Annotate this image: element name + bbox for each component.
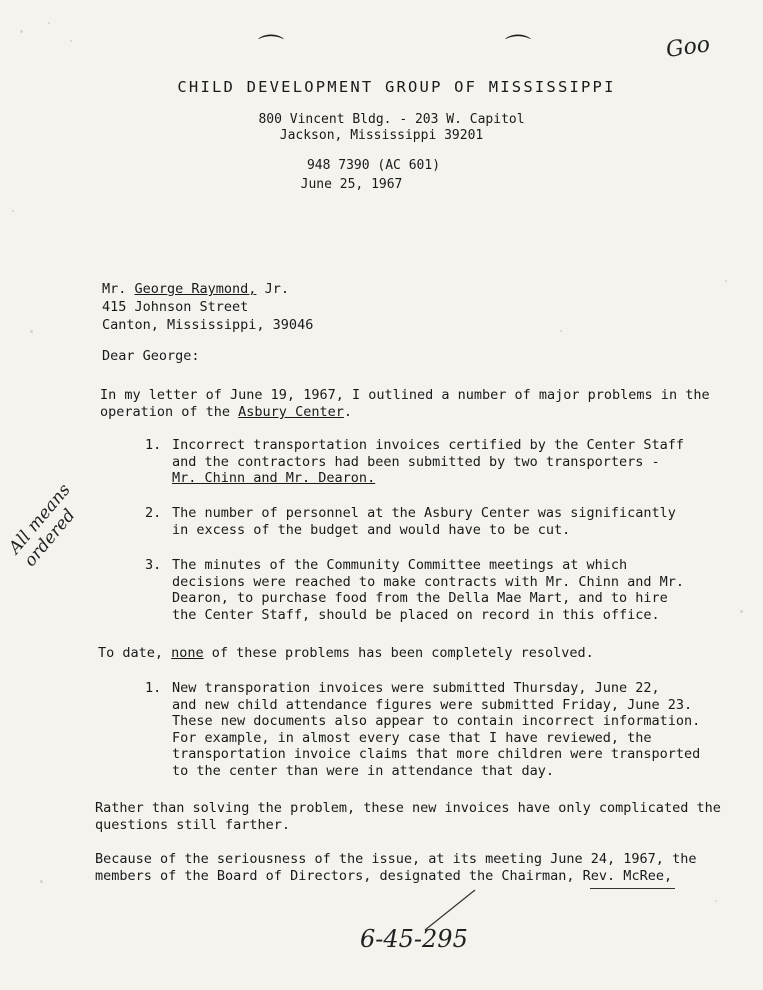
scan-speck — [12, 210, 14, 212]
handwritten-note-side: All means ordered — [5, 480, 80, 571]
pen-stroke — [420, 885, 480, 935]
letter-page: ⌒ ⌒ Goo CHILD DEVELOPMENT GROUP OF MISSISSIPPI 800 Vincent Bldg. - 203 W. Capitol Jackson, Mississippi 39201 948 7390 (AC 601) June 25, 1967 Mr. George Raymond, Jr. 415 Johnson Street Canton, Mississippi, 39046 Dear George: In my letter of June 19, 1967, I outlined a number of major problems in the operation of the Asbury Center. 1. Incorrect transportation invoices certified by the Center Staff and the contractors had been submitted by two transporters - Mr. Chinn and Mr. Dearon. 2. The number of personnel at the Asbury Center was significantly in excess of the budget and would have to be cut. 3. The minutes of the Community Committee meetings at which decisions were reached to make contracts with Mr. Chinn and Mr. Dearon, to purchase food from the Della Mae Mart, and to hire the Center Staff, should be placed on record in this office. All means ordered To date, none of these problems has been completely resolved. 1. New transporation invoices were submitted Thursday, June 22, and new child attendance figures were submitted Friday, June 23. These new documents also appear to contain incorrect information. For example, in almost every case that I have reviewed, the transportation invoice claims that more children were transported to the center than were in attendance that day. Rather than solving the problem, these new invoices have only complicated the questions still farther. Because of the seriousness of the issue, at its meeting June 24, 1967, the members of the Board of Directors, designated the Chairman, Rev. McRee, 6-45-295 — [0, 0, 763, 990]
punch-mark-right: ⌒ — [505, 34, 532, 64]
org-phone: 948 7390 (AC 601) — [306, 158, 441, 173]
recipient-suffix: Jr. — [256, 281, 289, 297]
handwritten-note-top: Goo — [664, 32, 712, 63]
intro-line-2: operation of the Asbury Center. — [100, 404, 352, 420]
intro-line-1: In my letter of June 19, 1967, I outlined a number of major problems in the — [100, 387, 710, 403]
scan-speck — [725, 280, 727, 282]
org-address-line-1: 800 Vincent Bldg. - 203 W. Capitol — [258, 112, 525, 127]
letter-date: June 25, 1967 — [300, 177, 403, 192]
scan-speck — [20, 30, 23, 33]
recipient-city: Canton, Mississippi, 39046 — [102, 317, 314, 333]
scan-speck — [560, 330, 562, 332]
rev-mcree: Rev. McRee, — [582, 868, 673, 884]
scan-speck — [715, 900, 717, 902]
rev-mcree-underline — [590, 888, 675, 889]
none-underlined: none — [171, 645, 204, 661]
salutation: Dear George: — [102, 348, 200, 364]
punch-mark-left: ⌒ — [258, 34, 285, 64]
scan-speck — [70, 40, 72, 42]
to-date-line: To date, none of these problems has been completely resolved. — [98, 645, 594, 661]
recipient-prefix: Mr. — [102, 281, 135, 297]
because-line-2: members of the Board of Directors, designated the Chairman, Rev. McRee, — [95, 868, 673, 884]
asbury-center-underlined: Asbury Center — [238, 404, 344, 420]
rather-line-2: questions still farther. — [95, 817, 291, 833]
because-line-1: Because of the seriousness of the issue, at its meeting June 24, 1967, the — [95, 851, 697, 867]
rather-line-1: Rather than solving the problem, these new invoices have only complicated the — [95, 800, 721, 816]
scan-speck — [40, 880, 43, 883]
scan-speck — [740, 610, 743, 613]
handwritten-file-number: 6-45-295 — [360, 925, 468, 953]
scan-speck — [30, 330, 33, 333]
recipient-name: George Raymond, — [134, 281, 257, 297]
recipient-street: 415 Johnson Street — [102, 299, 249, 315]
recipient-name-line — [102, 280, 289, 299]
org-name: CHILD DEVELOPMENT GROUP OF MISSISSIPPI — [177, 78, 616, 96]
scan-speck — [48, 22, 50, 24]
org-address-line-2: Jackson, Mississippi 39201 — [279, 128, 484, 143]
